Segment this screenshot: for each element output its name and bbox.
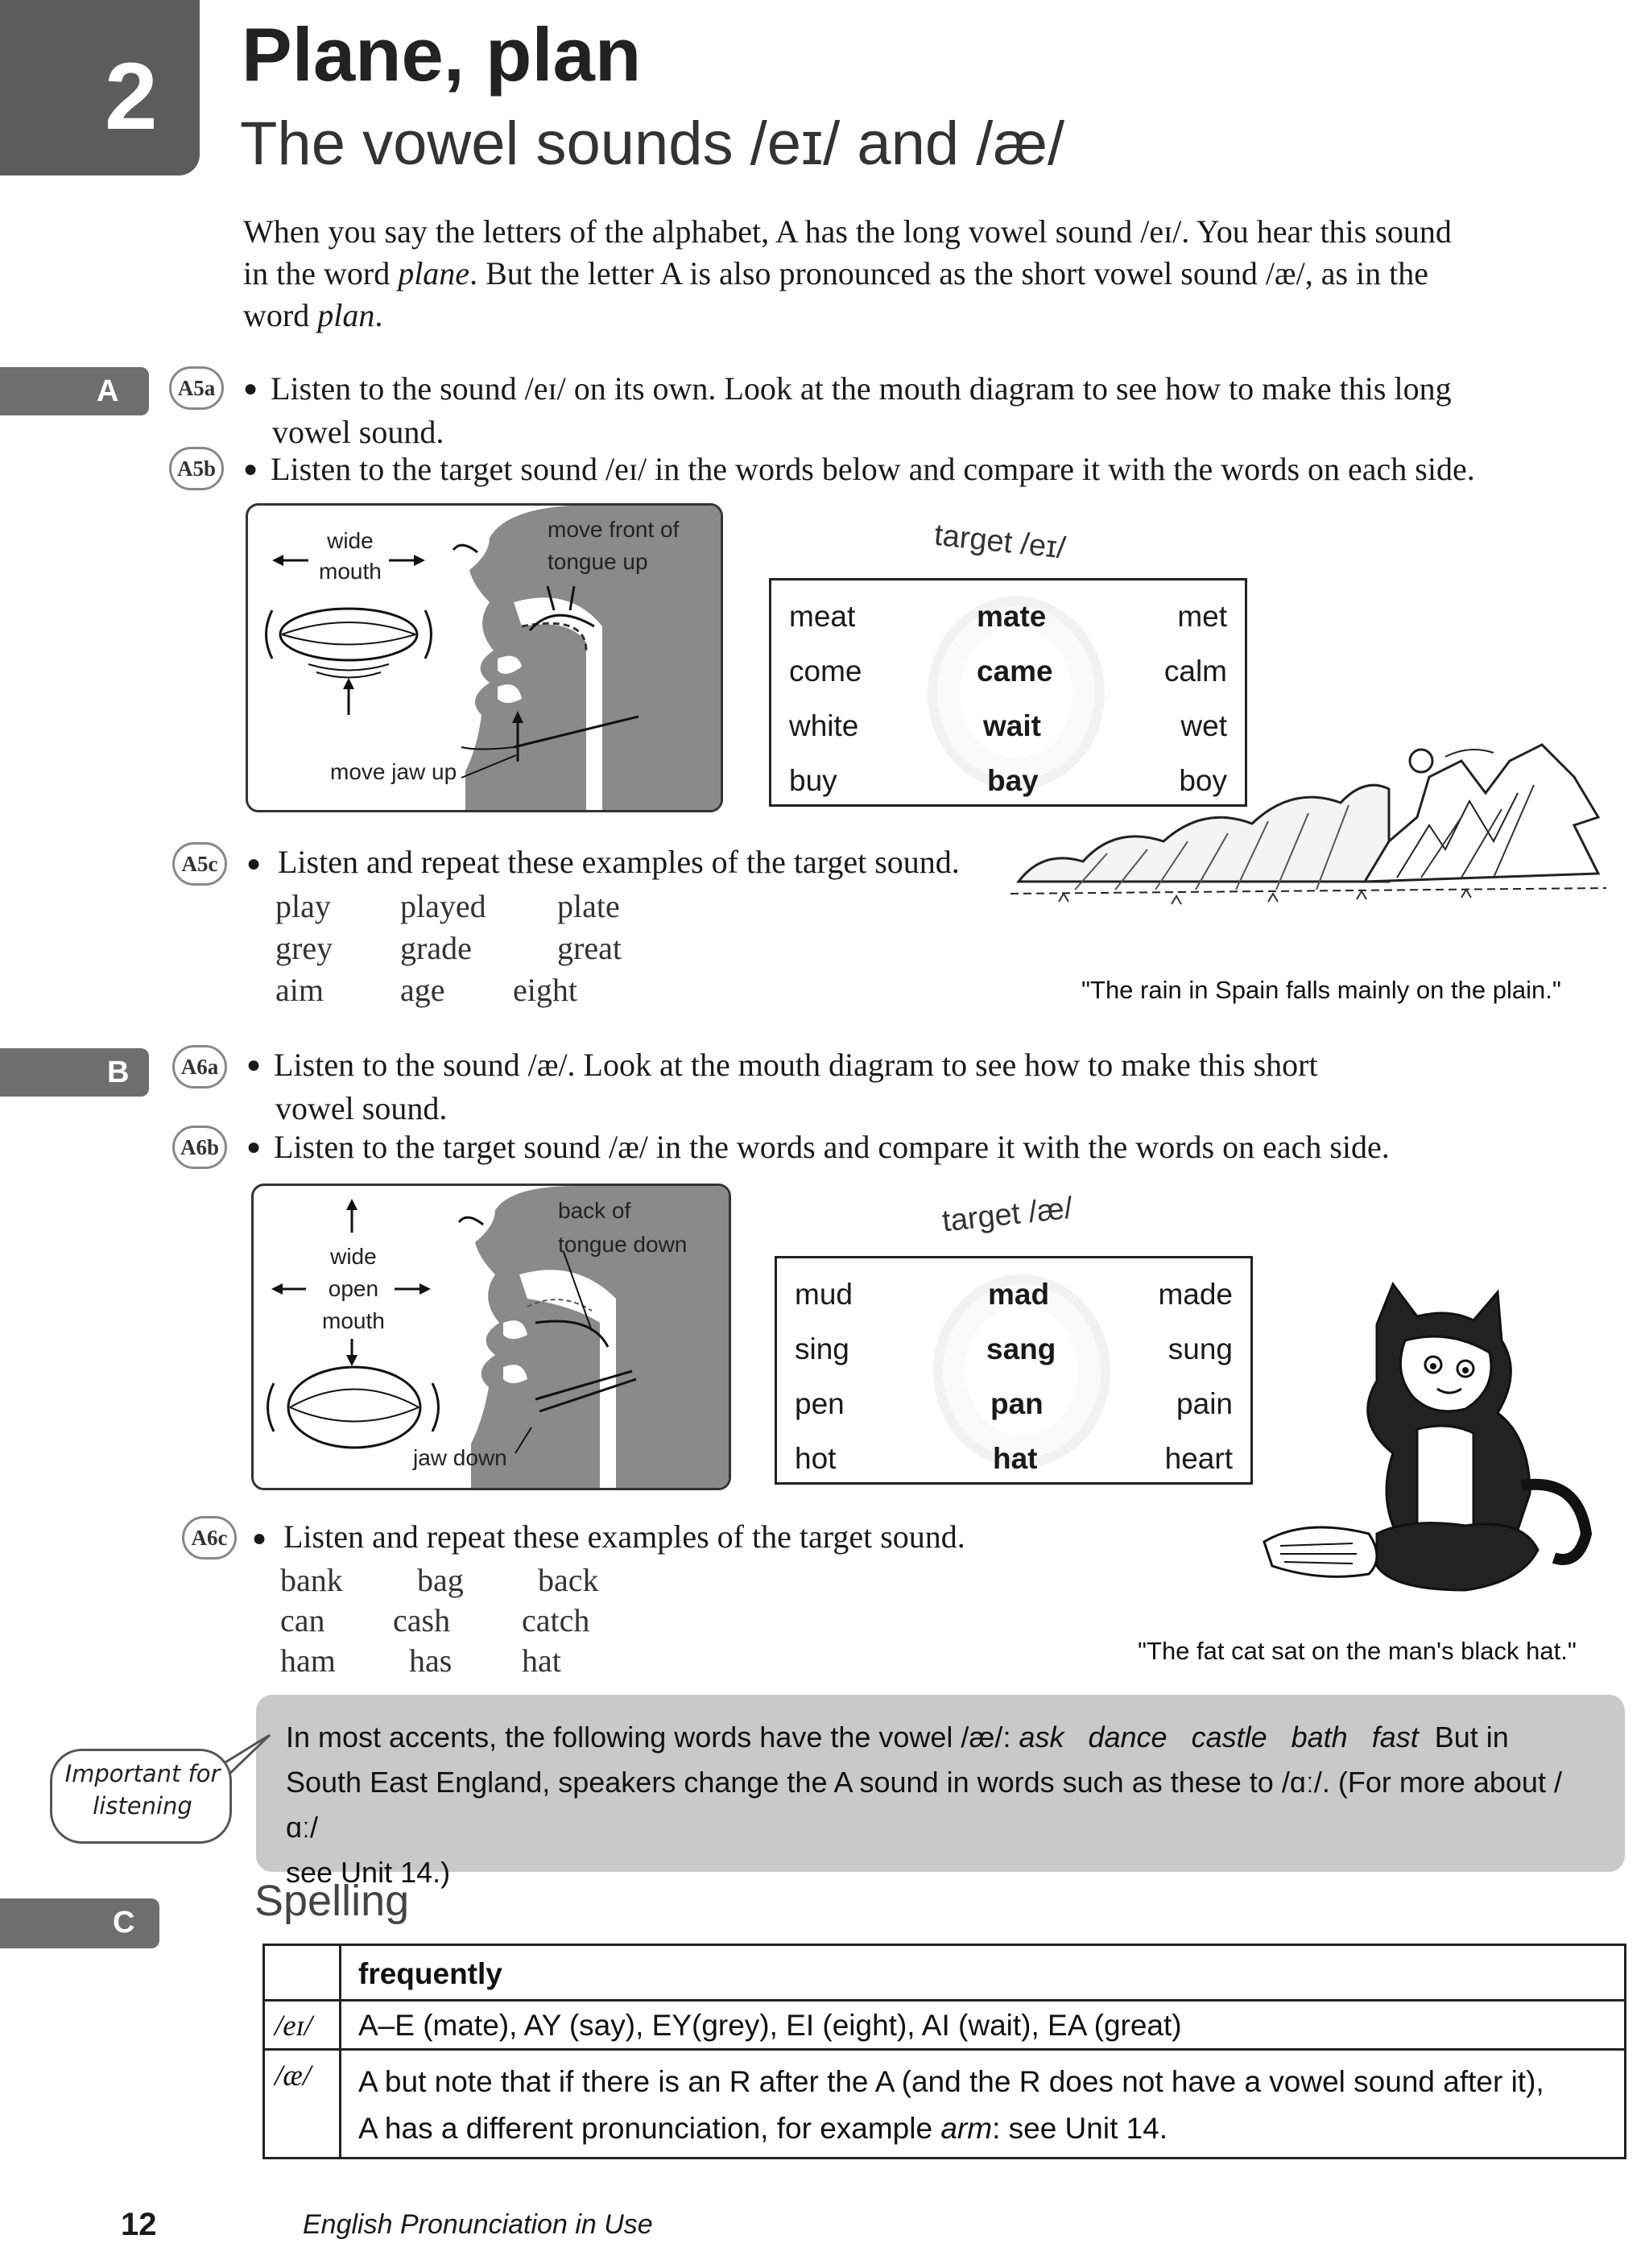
note-text: In most accents, the following words have the vowel /æ/: ask dance castle bath fast But in South East England, speakers change the A sound in words such as these to /ɑː/. (For more about /ɑː/ see Unit 14.) [286, 1721, 1562, 1889]
caption-rain-spain: "The rain in Spain falls mainly on the plain." [1081, 976, 1561, 1004]
intro-line-1: When you say the letters of the alphabet, A has the long vowel sound /eɪ/. You hear this sound [243, 213, 1452, 250]
illustration-cat-hat [1256, 1276, 1626, 1614]
word-table-a-row-3: white wait wet [789, 709, 1227, 742]
word-table-a-row-2: come came calm [789, 655, 1227, 688]
mouth-diagram-a [246, 503, 723, 812]
section-a-bullet-3: Listen and repeat these examples of the target sound. [278, 844, 960, 880]
label-wide-mouth: wide mouth [319, 528, 382, 584]
label-move-jaw-up: move jaw up [330, 759, 457, 784]
intro-line-2: in the word plane. But the letter A is also pronounced as the short vowel sound /æ/, as in the [243, 255, 1429, 291]
spelling-row1-text: A–E (mate), AY (say), EY(grey), EI (eight), AI (wait), EA (great) [358, 2009, 1182, 2042]
bullet-dot-b3: ● [252, 1525, 267, 1551]
section-a-letter: A [97, 374, 119, 408]
word-table-a-row-1: meat mate met [789, 600, 1227, 633]
audio-track-a6a[interactable]: A6a [172, 1045, 227, 1089]
section-a-tab [0, 367, 149, 415]
section-a-bullet-2: ● Listen to the target sound /eɪ/ in the words below and compare it with the words on each side. [243, 451, 1475, 487]
book-title: English Pronunciation in Use [303, 2209, 653, 2240]
audio-track-a5b[interactable]: A5b [169, 447, 224, 490]
word-table-b-row-2: sing sang sung [795, 1332, 1233, 1365]
listening-bubble-text: Important for listening [64, 1760, 221, 1820]
unit-number-box [0, 0, 200, 176]
spelling-row2-text: A but note that if there is an R after the A (and the R does not have a vowel sound after it), A has a different pronunciation, for example arm: see Unit 14. [358, 2065, 1544, 2145]
mouth-diagram-b [251, 1184, 731, 1490]
bullet-dot-a3: ● [246, 850, 262, 877]
label-wide-open-mouth: wide open mouth [322, 1244, 385, 1333]
intro-line-3: word plan. [243, 297, 383, 333]
spelling-title: Spelling [254, 1877, 410, 1925]
spelling-row1-sound: /eɪ/ [275, 2010, 312, 2043]
section-c-letter: C [113, 1906, 135, 1940]
page-number: 12 [121, 2207, 157, 2242]
example-row-a-3: aim age eight [275, 972, 577, 1008]
section-b-bullet-1: ● Listen to the sound /æ/. Look at the mouth diagram to see how to make this short vowel sound. [246, 1047, 1318, 1126]
word-table-b-row-3: pen pan pain [795, 1387, 1233, 1420]
word-table-b [775, 1256, 1253, 1485]
caption-fat-cat: "The fat cat sat on the man's black hat." [1138, 1637, 1577, 1665]
audio-track-a5c[interactable]: A5c [172, 842, 227, 886]
unit-number: 2 [105, 43, 158, 150]
word-table-b-row-1: mud mad made [795, 1278, 1233, 1311]
target-label-b: target /æ/ [940, 1191, 1075, 1239]
spelling-row2-sound: /æ/ [275, 2059, 312, 2092]
illustration-rain-spain [1010, 729, 1606, 962]
label-move-front-tongue: move front of tongue up [548, 517, 680, 574]
audio-track-a6c[interactable]: A6c [182, 1516, 237, 1560]
section-a-bullet-1: ● Listen to the sound /eɪ/ on its own. Look at the mouth diagram to see how to make this long vowel sound. [243, 370, 1452, 450]
example-row-b-1: bank bag back [280, 1562, 599, 1598]
label-back-tongue-down: back of tongue down [558, 1198, 688, 1257]
page-title: Plane, plan [242, 12, 642, 97]
word-table-b-row-4: hot hat heart [795, 1442, 1233, 1475]
label-jaw-down: jaw down [413, 1445, 507, 1470]
audio-track-a5a[interactable]: A5a [169, 366, 224, 410]
word-table-a-row-4: buy bay boy [789, 764, 1227, 797]
example-row-a-2: grey grade great [275, 930, 622, 966]
audio-track-a6b[interactable]: A6b [172, 1126, 227, 1169]
example-row-a-1: play played plate [275, 888, 620, 924]
spelling-table [262, 1944, 1626, 2159]
example-row-b-3: ham has hat [280, 1642, 561, 1679]
target-label-a: target /eɪ/ [932, 518, 1068, 566]
section-b-bullet-3: Listen and repeat these examples of the target sound. [283, 1518, 965, 1555]
spelling-header: frequently [358, 1957, 502, 1990]
examples-a [275, 886, 622, 1011]
example-row-b-2: can cash catch [280, 1602, 590, 1638]
examples-b [280, 1560, 599, 1681]
section-c-tab [0, 1898, 159, 1948]
intro-paragraph [243, 211, 1612, 337]
section-b-bullet-2: ● Listen to the target sound /æ/ in the words and compare it with the words on each side. [246, 1129, 1390, 1165]
page-subtitle: The vowel sounds /eɪ/ and /æ/ [240, 109, 1065, 178]
section-b-letter: B [107, 1056, 130, 1089]
